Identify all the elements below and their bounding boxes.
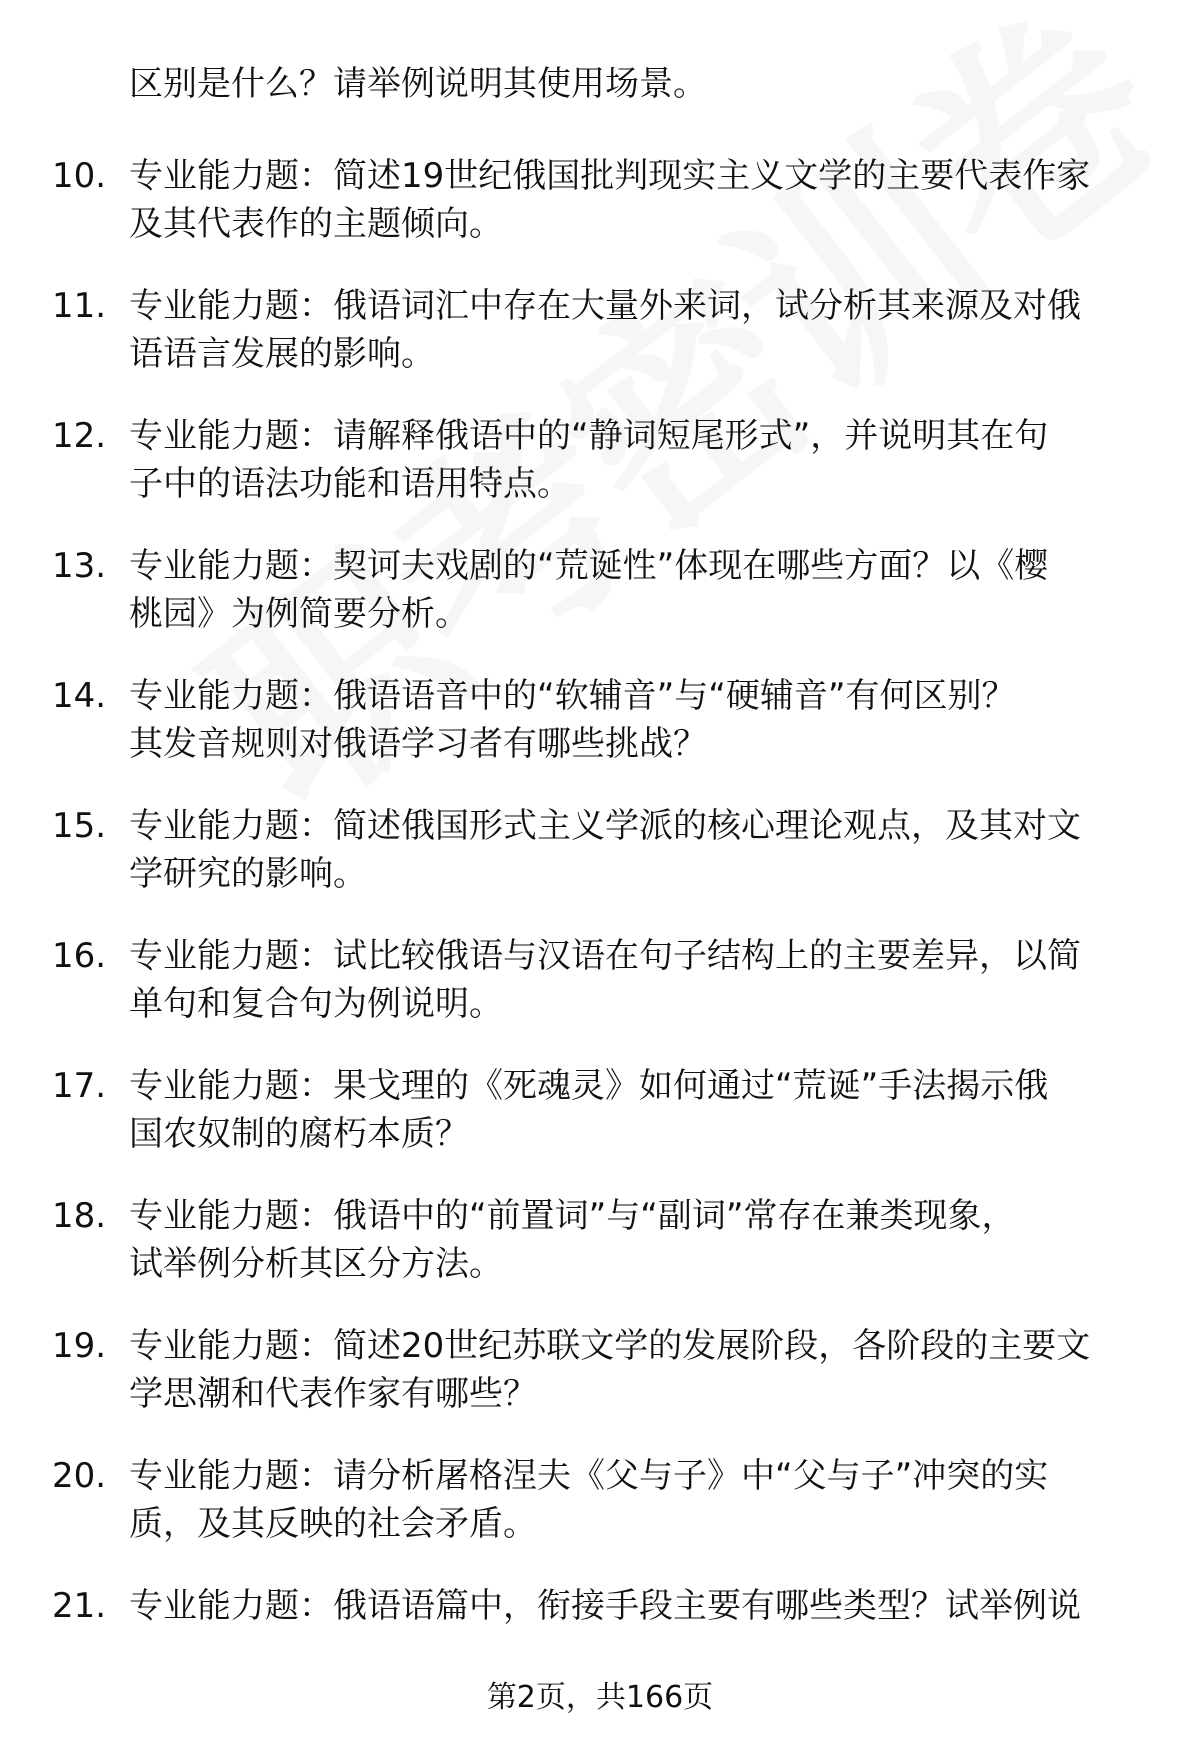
question-number: 16. (52, 936, 107, 976)
question-item (0, 802, 1200, 898)
question-text-line: 单句和复合句为例说明。 (129, 984, 503, 1024)
question-text-line: 质，及其反映的社会矛盾。 (129, 1504, 537, 1544)
question-text-line: 桃园》为例简要分析。 (129, 594, 469, 634)
question-item (0, 1192, 1200, 1288)
question-text (129, 412, 1147, 508)
question-item (0, 1452, 1200, 1548)
question-text (129, 1062, 1147, 1158)
question-text-line: 语语言发展的影响。 (129, 334, 435, 374)
question-text-line: 专业能力题：请解释俄语中的“静词短尾形式”，并说明其在句 (129, 416, 1049, 456)
question-text-line: 专业能力题：试比较俄语与汉语在句子结构上的主要差异，以简 (129, 936, 1081, 976)
question-text (129, 282, 1147, 378)
page-footer: 第2页，共166页 (486, 1680, 714, 1715)
question-number: 11. (52, 286, 107, 326)
question-text-line: 学思潮和代表作家有哪些？ (129, 1374, 537, 1414)
question-list (0, 152, 1200, 1712)
question-text-line: 专业能力题：俄语语篇中，衔接手段主要有哪些类型？试举例说 (129, 1586, 1081, 1626)
question-item (0, 412, 1200, 508)
question-text (129, 802, 1147, 898)
question-text (129, 542, 1147, 638)
previous-question-continuation: 区别是什么？请举例说明其使用场景。 (129, 64, 707, 104)
question-text-line: 专业能力题：契诃夫戏剧的“荒诞性”体现在哪些方面？以《樱 (129, 546, 1049, 586)
question-text-line: 其发音规则对俄语学习者有哪些挑战？ (129, 724, 707, 764)
question-item (0, 152, 1200, 248)
question-item (0, 542, 1200, 638)
question-number: 20. (52, 1456, 107, 1496)
question-text-line: 专业能力题：简述20世纪苏联文学的发展阶段，各阶段的主要文 (129, 1326, 1091, 1366)
question-text-line: 学研究的影响。 (129, 854, 367, 894)
question-text (129, 152, 1147, 248)
question-text-line: 专业能力题：简述19世纪俄国批判现实主义文学的主要代表作家 (129, 156, 1091, 196)
question-item (0, 1322, 1200, 1418)
question-number: 19. (52, 1326, 107, 1366)
question-text (129, 1452, 1147, 1548)
question-item (0, 1062, 1200, 1158)
question-text (129, 932, 1147, 1028)
question-text (129, 1582, 1147, 1630)
question-text-line: 专业能力题：请分析屠格涅夫《父与子》中“父与子”冲突的实 (129, 1456, 1049, 1496)
question-number: 17. (52, 1066, 107, 1106)
question-item (0, 672, 1200, 768)
question-number: 12. (52, 416, 107, 456)
question-text-line: 专业能力题：俄语中的“前置词”与“副词”常存在兼类现象， (129, 1196, 1016, 1236)
question-number: 14. (52, 676, 107, 716)
question-number: 18. (52, 1196, 107, 1236)
question-text-line: 专业能力题：果戈理的《死魂灵》如何通过“荒诞”手法揭示俄 (129, 1066, 1049, 1106)
question-text-line: 专业能力题：俄语词汇中存在大量外来词，试分析其来源及对俄 (129, 286, 1081, 326)
question-text-line: 及其代表作的主题倾向。 (129, 204, 503, 244)
question-item (0, 932, 1200, 1028)
question-text-line: 子中的语法功能和语用特点。 (129, 464, 571, 504)
question-number: 21. (52, 1586, 107, 1626)
question-text-line: 试举例分析其区分方法。 (129, 1244, 503, 1284)
question-number: 15. (52, 806, 107, 846)
question-item (0, 282, 1200, 378)
question-text (129, 672, 1147, 768)
question-text-line: 国农奴制的腐朽本质？ (129, 1114, 469, 1154)
question-number: 10. (52, 156, 107, 196)
question-text-line: 专业能力题：简述俄国形式主义学派的核心理论观点，及其对文 (129, 806, 1081, 846)
question-text-line: 专业能力题：俄语语音中的“软辅音”与“硬辅音”有何区别？ (129, 676, 1016, 716)
question-number: 13. (52, 546, 107, 586)
question-text (129, 1322, 1147, 1418)
question-text (129, 1192, 1147, 1288)
question-item (0, 1582, 1200, 1678)
